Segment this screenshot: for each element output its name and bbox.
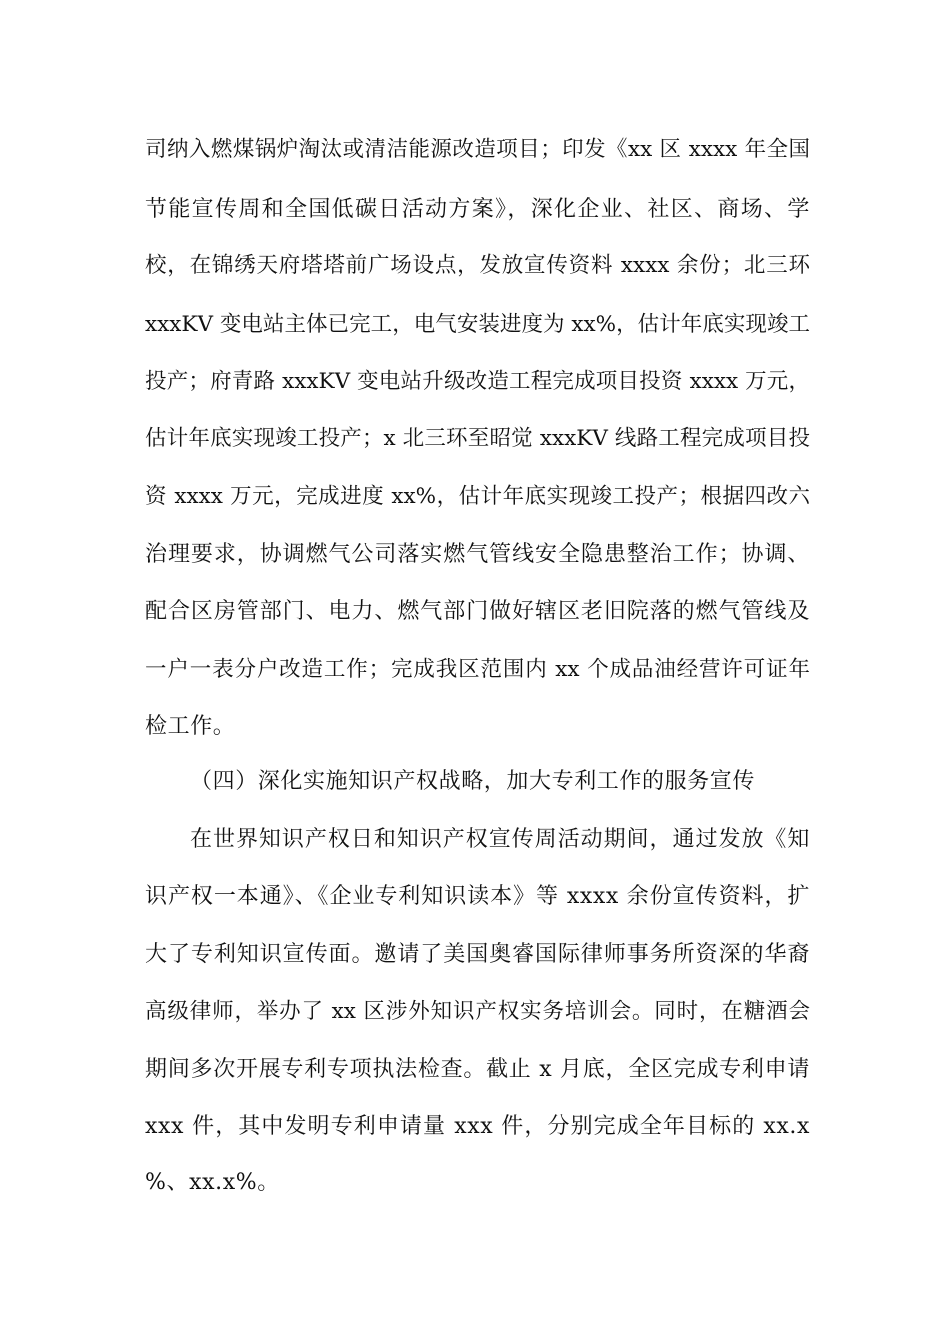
body-line: 节能宣传周和全国低碳日活动方案》，深化企业、社区、商场、学 bbox=[145, 197, 810, 222]
body-line: 配合区房管部门、电力、燃气部门做好辖区老旧院落的燃气管线及 bbox=[145, 599, 810, 624]
body-line: 校，在锦绣天府塔塔前广场设点，发放宣传资料 xxxx 余份；北三环 bbox=[145, 253, 810, 278]
body-line: 期间多次开展专利专项执法检查。截止 x 月底，全区完成专利申请 bbox=[145, 1057, 810, 1082]
body-line: 大了专利知识宣传面。邀请了美国奥睿国际律师事务所资深的华裔 bbox=[145, 942, 810, 967]
body-line: xxx 件，其中发明专利申请量 xxx 件，分别完成全年目标的 xx.x bbox=[145, 1114, 810, 1139]
section-heading: （四）深化实施知识产权战略，加大专利工作的服务宣传 bbox=[190, 769, 756, 794]
body-line: 司纳入燃煤锅炉淘汰或清洁能源改造项目；印发《xx 区 xxxx 年全国 bbox=[145, 137, 810, 162]
body-line: 资 xxxx 万元，完成进度 xx%，估计年底实现竣工投产；根据四改六 bbox=[145, 484, 810, 509]
body-line: 估计年底实现竣工投产；x 北三环至昭觉 xxxKV 线路工程完成项目投 bbox=[145, 426, 810, 451]
body-line: 在世界知识产权日和知识产权宣传周活动期间，通过发放《知 bbox=[190, 827, 810, 852]
body-line: 检工作。 bbox=[145, 714, 236, 739]
body-line: 一户一表分户改造工作；完成我区范围内 xx 个成品油经营许可证年 bbox=[145, 657, 810, 682]
body-line: xxxKV 变电站主体已完工，电气安装进度为 xx%，估计年底实现竣工 bbox=[145, 312, 810, 337]
body-line: 治理要求，协调燃气公司落实燃气管线安全隐患整治工作；协调、 bbox=[145, 542, 810, 567]
body-line: 投产；府青路 xxxKV 变电站升级改造工程完成项目投资 xxxx 万元， bbox=[145, 369, 810, 394]
body-line: %、xx.x%。 bbox=[145, 1170, 280, 1195]
body-line: 高级律师，举办了 xx 区涉外知识产权实务培训会。同时，在糖酒会 bbox=[145, 999, 810, 1024]
body-line: 识产权一本通》、《企业专利知识读本》等 xxxx 余份宣传资料，扩 bbox=[145, 884, 810, 909]
